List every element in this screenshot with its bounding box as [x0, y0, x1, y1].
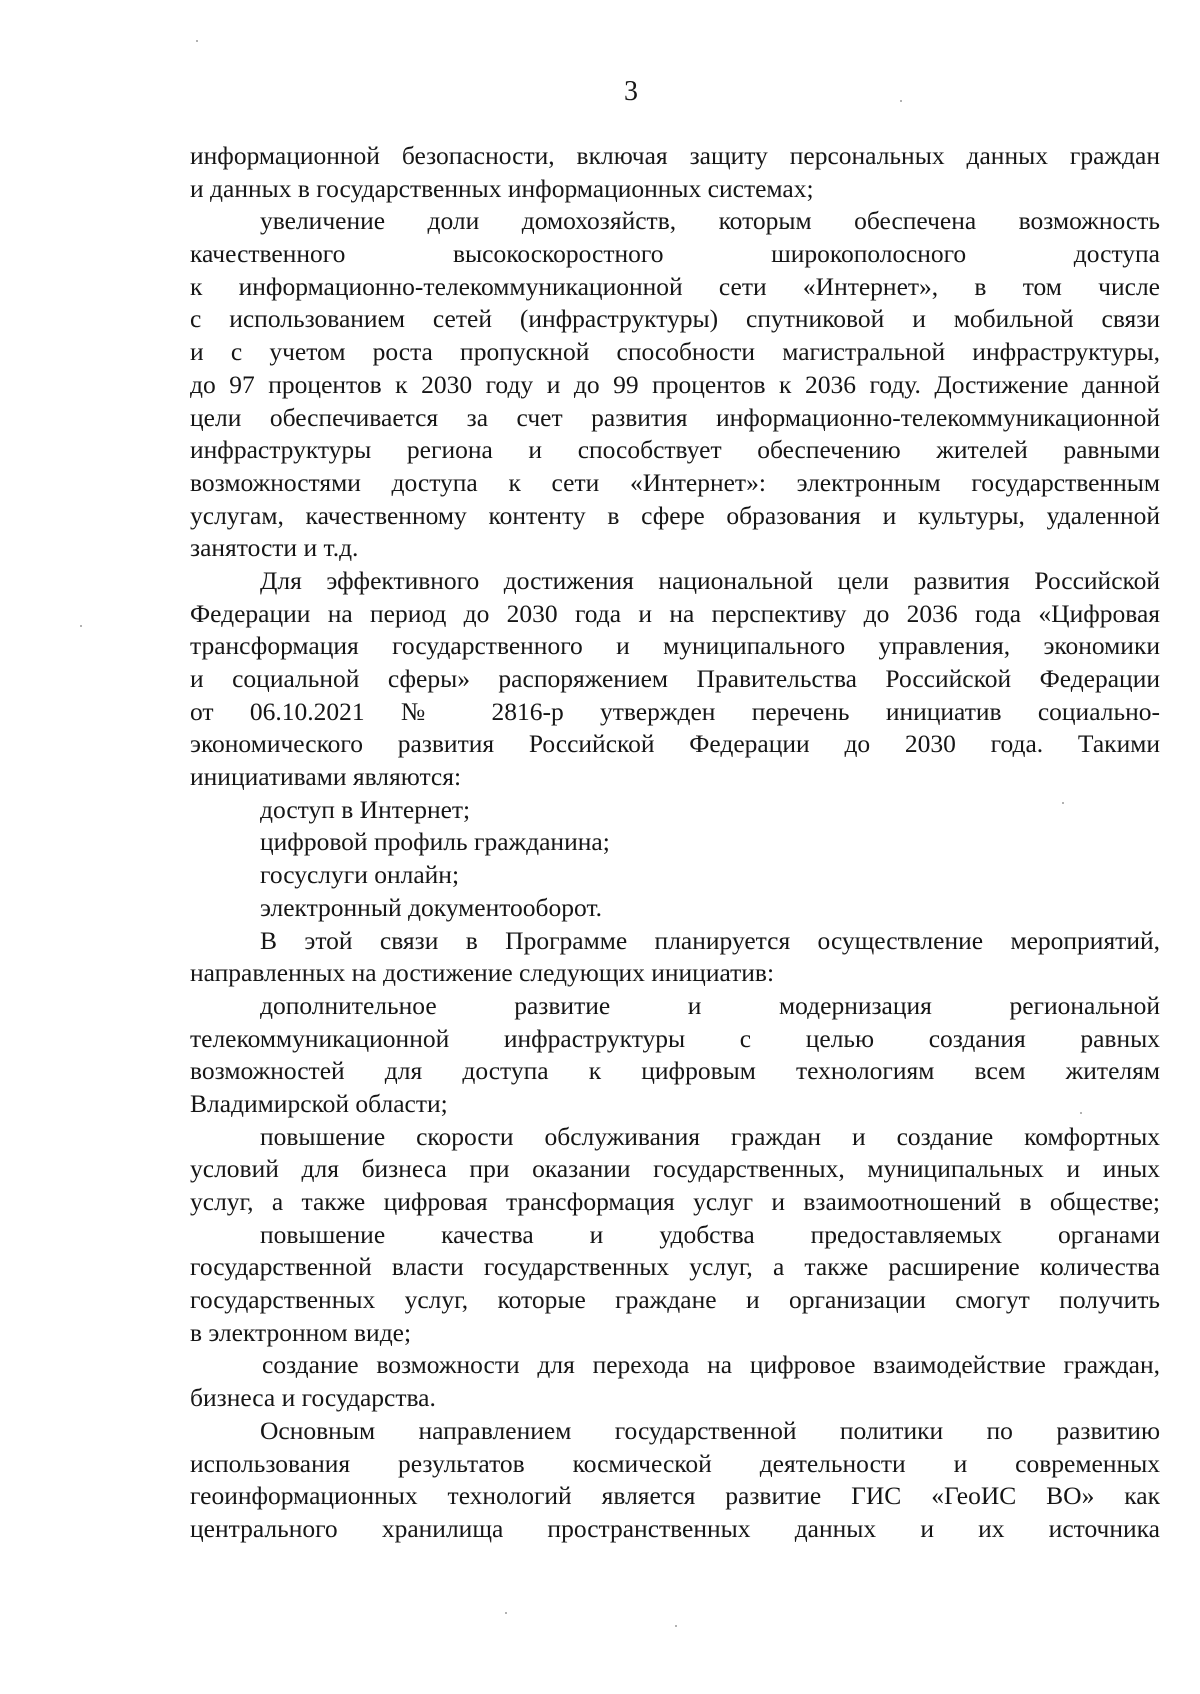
text-line: цели обеспечивается за счет развития информационно-телекоммуникационной: [190, 402, 1160, 432]
scan-speck: [196, 40, 198, 42]
text-line: повышение качества и удобства предоставляемых органами: [260, 1219, 1160, 1249]
text-line: к информационно-телекоммуникационной сети «Интернет», в том числе: [190, 271, 1160, 301]
text-line: возможностями доступа к сети «Интернет»: электронным государственным: [190, 467, 1160, 497]
list-item: госуслуги онлайн;: [260, 860, 460, 890]
text-line: от 06.10.2021 № 2816-р утвержден перечень инициатив социально-: [190, 696, 1160, 726]
text-line: возможностей для доступа к цифровым технологиям всем жителям: [190, 1056, 1160, 1086]
text-line: и данных в государственных информационных системах;: [190, 173, 814, 203]
body-text: [190, 140, 1160, 1546]
text-line: В этой связи в Программе планируется осуществление мероприятий,: [260, 925, 1160, 955]
text-line: в электронном виде;: [190, 1317, 412, 1347]
scan-speck: [1062, 802, 1064, 804]
text-line: использования результатов космической деятельности и современных: [190, 1448, 1160, 1478]
text-line: увеличение доли домохозяйств, которым обеспечена возможность: [260, 206, 1160, 236]
text-line: качественного высокоскоростного широкополосного доступа: [190, 239, 1160, 269]
scan-speck: [1080, 1112, 1082, 1114]
scan-speck: [505, 1612, 507, 1614]
text-line: бизнеса и государства.: [190, 1383, 436, 1413]
scan-speck: [80, 625, 82, 627]
list-item: цифровой профиль гражданина;: [260, 827, 610, 857]
text-line: до 97 процентов к 2030 году и до 99 процентов к 2036 году. Достижение данной: [190, 369, 1160, 399]
page-number: 3: [624, 76, 638, 107]
text-line: государственной власти государственных услуг, а также расширение количества: [190, 1252, 1160, 1282]
list-item: доступ в Интернет;: [260, 794, 471, 824]
text-line: инфраструктуры региона и способствует обеспечению жителей равными: [190, 435, 1160, 465]
text-line: Для эффективного достижения национальной цели развития Российской: [260, 565, 1160, 595]
text-line: центрального хранилища пространственных данных и их источника: [190, 1513, 1160, 1543]
text-line: телекоммуникационной инфраструктуры с целью создания равных: [190, 1023, 1160, 1053]
text-line: дополнительное развитие и модернизация региональной: [260, 990, 1160, 1020]
text-line: услуг, а также цифровая трансформация услуг и взаимоотношений в обществе;: [190, 1187, 1160, 1216]
text-line: инициативами являются:: [190, 762, 462, 792]
text-line: Владимирской области;: [190, 1088, 448, 1118]
text-line: государственных услуг, которые граждане и организации смогут получить: [190, 1285, 1160, 1315]
scan-speck: [900, 100, 902, 102]
text-line: создание возможности для перехода на цифровое взаимодействие граждан,: [262, 1350, 1160, 1380]
text-line: Федерации на период до 2030 года и на перспективу до 2036 года «Цифровая: [190, 598, 1160, 628]
text-line: геоинформационных технологий является развитие ГИС «ГеоИС ВО» как: [190, 1481, 1160, 1511]
text-line: и с учетом роста пропускной способности магистральной инфраструктуры,: [190, 337, 1160, 367]
text-line: услугам, качественному контенту в сфере образования и культуры, удаленной: [190, 500, 1160, 530]
text-line: направленных на достижение следующих инициатив:: [190, 958, 775, 988]
scan-speck: [675, 1625, 677, 1627]
text-line: информационной безопасности, включая защиту персональных данных граждан: [190, 141, 1160, 170]
text-line: Основным направлением государственной политики по развитию: [260, 1415, 1160, 1445]
text-line: занятости и т.д.: [190, 533, 359, 563]
list-item: электронный документооборот.: [260, 892, 603, 922]
text-line: трансформация государственного и муниципального управления, экономики: [190, 631, 1160, 661]
text-line: повышение скорости обслуживания граждан и создание комфортных: [260, 1121, 1160, 1151]
text-line: с использованием сетей (инфраструктуры) спутниковой и мобильной связи: [190, 304, 1160, 334]
text-line: экономического развития Российской Федерации до 2030 года. Такими: [190, 729, 1160, 759]
text-line: и социальной сферы» распоряжением Правительства Российской Федерации: [190, 664, 1160, 693]
text-line: условий для бизнеса при оказании государственных, муниципальных и иных: [190, 1154, 1160, 1184]
